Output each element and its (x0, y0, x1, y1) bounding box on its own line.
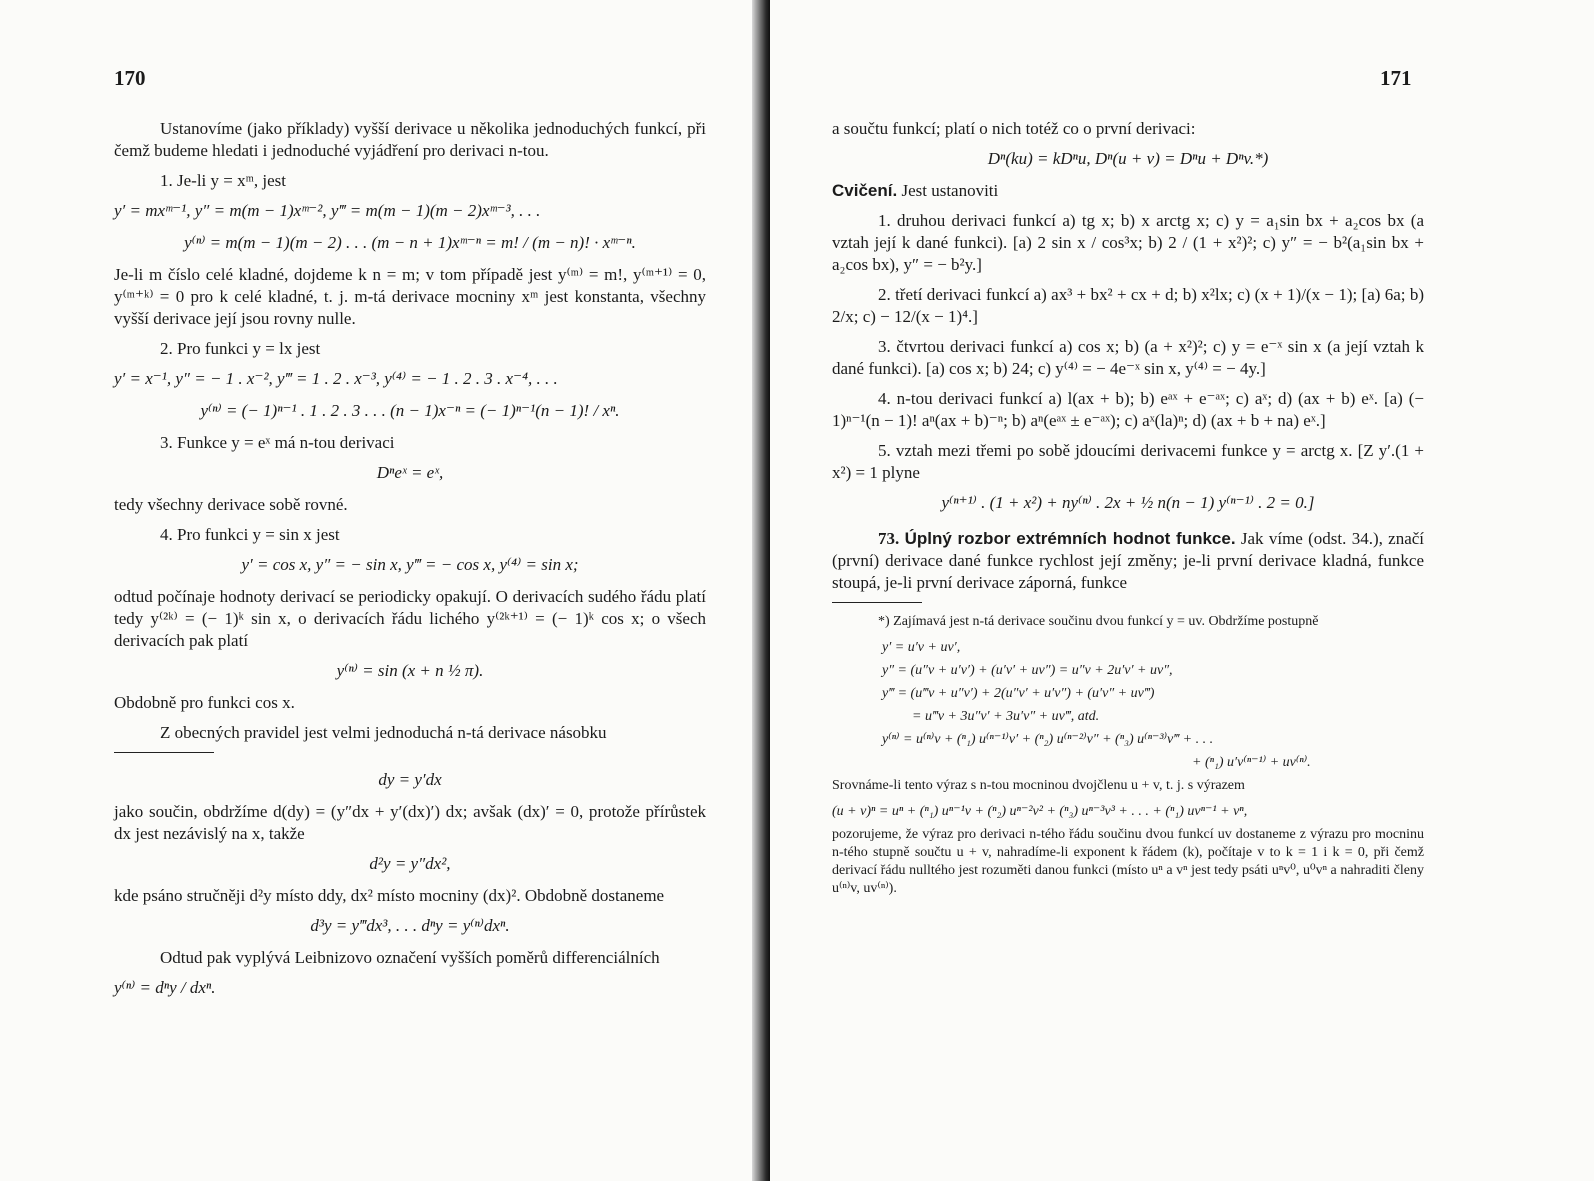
item4-text: odtud počínaje hodnoty derivací se periodicky opakují. O derivacích sudého řádu platí tedy y⁽²ᵏ⁾ = (− 1)ᵏ sin x, o derivacích řádu lichého y⁽²ᵏ⁺¹⁾ = (− 1)ᵏ cos x; o všech derivacích pak platí (114, 587, 706, 650)
footnote (832, 613, 1424, 898)
equation: d²y = y″dx², (369, 854, 451, 873)
exercise-3: 3. čtvrtou derivaci funkcí a) cos x; b) (a + x²)²; c) y = e⁻ˣ sin x (a její vztah k dané funkci). [a) cos x; b) 24; c) y⁽⁴⁾ = − 4e⁻ˣ sin x, y⁽⁴⁾ = − 4y.] (832, 337, 1424, 378)
exercises-label: Cvičení. (832, 181, 898, 200)
section-73 (832, 528, 1424, 594)
item1-heading: 1. Je-li y = xᵐ, jest (160, 171, 287, 190)
equation: y″ = (u″v + u′v′) + (u′v′ + uv″) = u″v + 2u′v′ + uv″, (882, 663, 1173, 678)
diff-text-2: kde psáno stručněji d²y místo ddy, dx² místo mocniny (dx)². Obdobně dostaneme (114, 886, 665, 905)
left-page (0, 0, 760, 1181)
footnote-divider (832, 602, 922, 603)
item3-text: tedy všechny derivace sobě rovné. (114, 495, 348, 514)
divider (114, 752, 214, 753)
page-number-left: 170 (114, 66, 146, 90)
equation: y⁽ⁿ⁾ = dⁿy / dxⁿ. (114, 978, 216, 997)
left-column (114, 118, 706, 1009)
intro-paragraph: Ustanovíme (jako příklady) vyšší derivace u několika jednoduchých funkcí, při čemž budeme hledati i jednoduché vyjádření pro derivaci n-tou. (114, 119, 706, 160)
item2-heading: 2. Pro funkci y = lx jest (160, 339, 321, 358)
equation: dy = y′dx (378, 770, 442, 789)
equation: y⁽ⁿ⁾ = (− 1)ⁿ⁻¹ . 1 . 2 . 3 . . . (n − 1)x⁻ⁿ = (− 1)ⁿ⁻¹(n − 1)! / xⁿ. (200, 401, 620, 420)
section-text: Jak víme (odst. 34.), značí (první) derivace dané funkce rychlost její změny; je-li první derivace kladná, funkce stoupá, je-li první derivace záporná, funkce (832, 529, 1425, 592)
item1-text: Je-li m číslo celé kladné, dojdeme k n = m; v tom případě jest y⁽ᵐ⁾ = m!, y⁽ᵐ⁺¹⁾ = 0, y⁽ᵐ⁺ᵏ⁾ = 0 pro k celé kladné, t. j. m-tá derivace mocniny xᵐ jest konstanta, všechny vyšší derivace její jsou rovny nulle. (114, 265, 706, 328)
exercises-head: Jest ustanoviti (901, 181, 999, 200)
sum-text: a součtu funkcí; platí o nich totéž co o první derivaci: (832, 119, 1196, 138)
footnote-intro: *) Zajímavá jest n-tá derivace součinu dvou funkcí y = uv. Obdržíme postupně (878, 614, 1319, 629)
item4-cos-text: Obdobně pro funkci cos x. (114, 693, 295, 712)
equation: = u‴v + 3u″v′ + 3u′v″ + uv‴, atd. (912, 709, 1100, 724)
exercise-4: 4. n-tou derivaci funkcí a) l(ax + b); b) eᵃˣ + e⁻ᵃˣ; c) aˣ; d) (ax + b) eˣ. [a) (− 1)ⁿ⁻¹(n − 1)! aⁿ(ax + b)⁻ⁿ; b) aⁿ(eᵃˣ ± e⁻ᵃˣ); c) aˣ(la)ⁿ; d) (ax + b + na) eˣ.] (832, 389, 1424, 430)
exercise-2: 2. třetí derivaci funkcí a) ax³ + bx² + cx + d; b) x²lx; c) (x + 1)/(x − 1); [a) 6a; b) 2/x; c) − 12/(x − 1)⁴.] (832, 285, 1424, 326)
item3-heading: 3. Funkce y = eˣ má n-tou derivaci (160, 433, 395, 452)
equation: y′ = u′v + uv′, (882, 640, 961, 655)
equation: Dⁿ(ku) = kDⁿu, Dⁿ(u + v) = Dⁿu + Dⁿv.*) (987, 149, 1269, 168)
page-number-right: 171 (1380, 66, 1412, 90)
section-title: Úplný rozbor extrémních hodnot funkce. (904, 529, 1236, 548)
equation: y′ = mxᵐ⁻¹, y″ = m(m − 1)xᵐ⁻², y‴ = m(m − 1)(m − 2)xᵐ⁻³, . . . (114, 201, 541, 220)
section-number: 73. (878, 529, 900, 548)
item4-heading: 4. Pro funkci y = sin x jest (160, 525, 340, 544)
equation: y⁽ⁿ⁾ = m(m − 1)(m − 2) . . . (m − n + 1)xᵐ⁻ⁿ = m! / (m − n)! · xᵐ⁻ⁿ. (184, 233, 636, 252)
equation: y′ = cos x, y″ = − sin x, y‴ = − cos x, y⁽⁴⁾ = sin x; (241, 555, 579, 574)
exercises-heading (832, 180, 1424, 202)
equation: + (ⁿ₁) u′v⁽ⁿ⁻¹⁾ + uv⁽ⁿ⁾. (1192, 755, 1311, 770)
equation: y⁽ⁿ⁺¹⁾ . (1 + x²) + ny⁽ⁿ⁾ . 2x + ½ n(n − 1) y⁽ⁿ⁻¹⁾ . 2 = 0.] (941, 493, 1315, 512)
right-page (770, 0, 1594, 1181)
equation: y′ = x⁻¹, y″ = − 1 . x⁻², y‴ = 1 . 2 . x⁻³, y⁽⁴⁾ = − 1 . 2 . 3 . x⁻⁴, . . . (114, 369, 558, 388)
equation: (u + v)ⁿ = uⁿ + (ⁿ₁) uⁿ⁻¹v + (ⁿ₂) uⁿ⁻²v² + (ⁿ₃) uⁿ⁻³v³ + . . . + (ⁿ₁) uvⁿ⁻¹ + vⁿ, (832, 804, 1248, 819)
right-column (832, 118, 1424, 906)
leibniz-text: Odtud pak vyplývá Leibnizovo označení vyšších poměrů differenciálních (160, 948, 660, 967)
footnote-text-2: pozorujeme, že výraz pro derivaci n-tého řádu součinu dvou funkcí uv dostaneme z výrazu pro mocninu n-tého stupně součtu u + v, nahradíme-li exponent k řádem (k), počítaje v to k = 1 i k = 0, při čemž derivací řádu nulltého jest rozuměti danou funkci (místo uⁿ a vⁿ jest tedy psáti uⁿv⁰, u⁰vⁿ a nahraditi členy u⁽ⁿ⁾v, uv⁽ⁿ⁾). (832, 827, 1424, 896)
equation: Dⁿeˣ = eˣ, (376, 463, 444, 482)
exercise-5: 5. vztah mezi třemi po sobě jdoucími derivacemi funkce y = arctg x. [Z y′.(1 + x²) = 1 plyne (832, 441, 1424, 482)
footnote-text-1: Srovnáme-li tento výraz s n-tou mocninou dvojčlenu u + v, t. j. s výrazem (832, 778, 1245, 793)
equation: y⁽ⁿ⁾ = sin (x + n ½ π). (336, 661, 484, 680)
equation: y⁽ⁿ⁾ = u⁽ⁿ⁾v + (ⁿ₁) u⁽ⁿ⁻¹⁾v′ + (ⁿ₂) u⁽ⁿ⁻²⁾v″ + (ⁿ₃) u⁽ⁿ⁻³⁾v‴ + . . . (882, 732, 1214, 747)
diff-text: jako součin, obdržíme d(dy) = (y″dx + y′(dx)′) dx; avšak (dx)′ = 0, protože přírůstek dx jest nezávislý na x, takže (114, 802, 706, 843)
exercise-1: 1. druhou derivaci funkcí a) tg x; b) x arctg x; c) y = a₁sin bx + a₂cos bx (a vztah její k dané funkci). [a) 2 sin x / cos³x; b) 2 / (1 + x²)²; c) y″ = − b²(a₁sin bx + a₂cos bx), y″ = − b²y.] (832, 211, 1424, 274)
equation: d³y = y‴dx³, . . . dⁿy = y⁽ⁿ⁾dxⁿ. (310, 916, 510, 935)
general-text: Z obecných pravidel jest velmi jednoduchá n-tá derivace násobku (160, 723, 607, 742)
equation: y‴ = (u‴v + u″v′) + 2(u″v′ + u′v″) + (u′v″ + uv‴) (882, 686, 1155, 701)
